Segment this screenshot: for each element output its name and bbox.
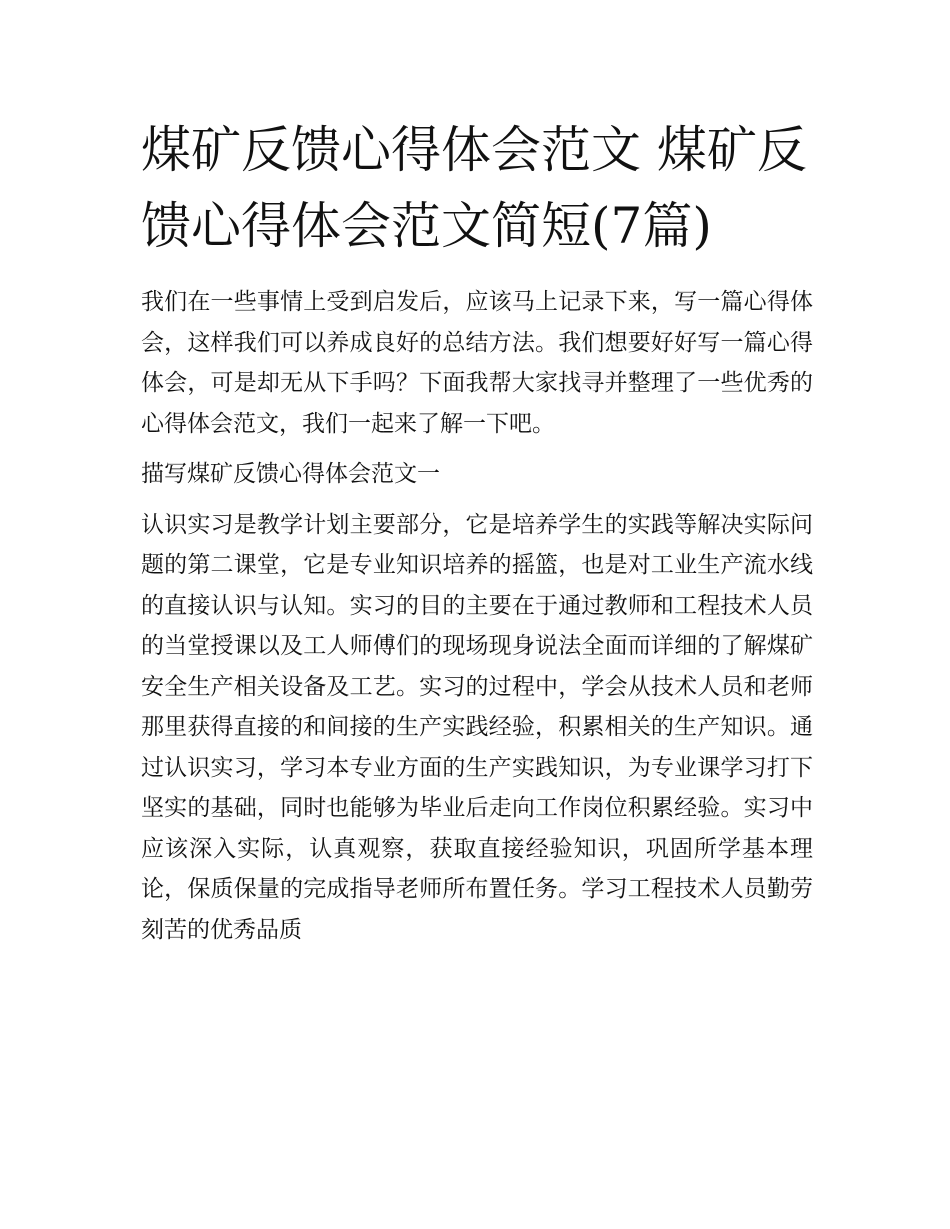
section-heading: 描写煤矿反馈心得体会范文一 [141,461,440,487]
document-title: 煤矿反馈心得体会范文 煤矿反馈心得体会范文简短(7篇) [141,121,807,255]
intro-paragraph: 我们在一些事情上受到启发后，应该马上记录下来，写一篇心得体会，这样我们可以养成良好的总结方法。我们想要好好写一篇心得体会，可是却无从下手吗？下面我帮大家找寻并整理了一些优秀的心得体会范文，我们一起来了解一下吧。 [141,289,813,437]
document-content [141,112,813,950]
body-paragraph: 认识实习是教学计划主要部分，它是培养学生的实践等解决实际问题的第二课堂，它是专业知识培养的摇篮，也是对工业生产流水线的直接认识与认知。实习的目的主要在于通过教师和工程技术人员的当堂授课以及工人师傅们的现场现身说法全面而详细的了解煤矿安全生产相关设备及工艺。实习的过程中，学会从技术人员和老师那里获得直接的和间接的生产实践经验，积累相关的生产知识。通过认识实习，学习本专业方面的生产实践知识，为专业课学习打下坚实的基础，同时也能够为毕业后走向工作岗位积累经验。实习中应该深入实际，认真观察，获取直接经验知识，巩固所学基本理论，保质保量的完成指导老师所布置任务。学习工程技术人员勤劳刻苦的优秀品质 [141,511,813,943]
